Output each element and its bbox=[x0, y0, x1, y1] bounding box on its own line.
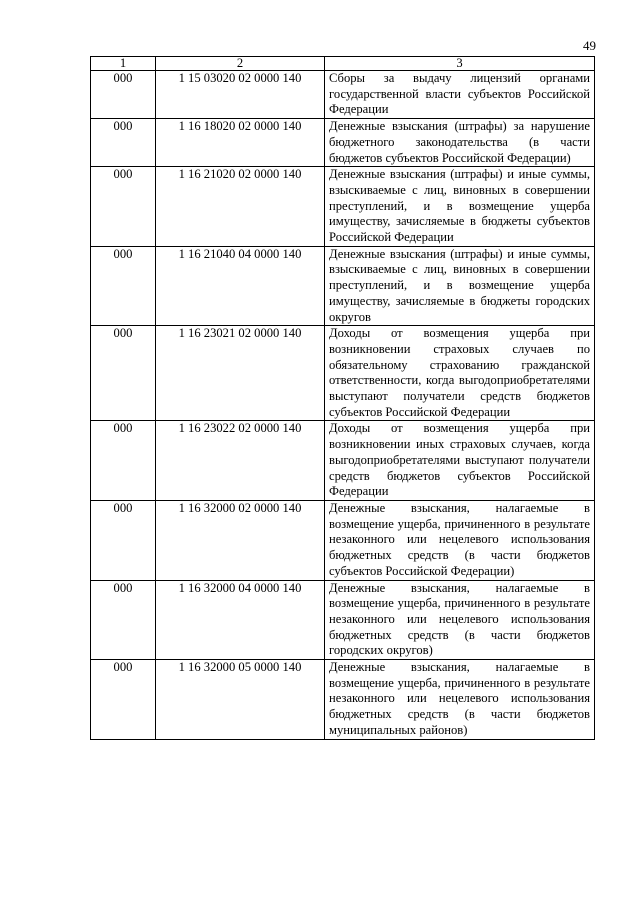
column-header-3: 3 bbox=[325, 57, 595, 71]
description-cell: Денежные взыскания (штрафы) за нарушение бюджетного законодательства (в части бюджетов субъектов Российской Федерации) bbox=[325, 119, 595, 167]
kbk-code-cell: 1 16 23021 02 0000 140 bbox=[156, 326, 325, 421]
table-row bbox=[91, 660, 595, 740]
kbk-code-cell: 1 16 32000 04 0000 140 bbox=[156, 580, 325, 660]
kbk-code-cell: 1 16 32000 05 0000 140 bbox=[156, 660, 325, 740]
admin-code-cell: 000 bbox=[91, 326, 156, 421]
table-row bbox=[91, 119, 595, 167]
description-cell: Денежные взыскания, налагаемые в возмещение ущерба, причиненного в результате незаконного или нецелевого использования бюджетных средств (в части бюджетов субъектов Российской Федерации) bbox=[325, 500, 595, 580]
description-cell: Доходы от возмещения ущерба при возникновении страховых случаев по обязательному страхованию гражданской ответственности, когда выгодоприобретателями выступают получатели средств бюджетов субъектов Российской Федерации bbox=[325, 326, 595, 421]
table-row bbox=[91, 246, 595, 326]
admin-code-cell: 000 bbox=[91, 246, 156, 326]
admin-code-cell: 000 bbox=[91, 500, 156, 580]
admin-code-cell: 000 bbox=[91, 421, 156, 501]
description-cell: Денежные взыскания, налагаемые в возмещение ущерба, причиненного в результате незаконного или нецелевого использования бюджетных средств (в части бюджетов городских округов) bbox=[325, 580, 595, 660]
admin-code-cell: 000 bbox=[91, 119, 156, 167]
admin-code-cell: 000 bbox=[91, 580, 156, 660]
table-row bbox=[91, 326, 595, 421]
admin-code-cell: 000 bbox=[91, 167, 156, 247]
description-cell: Сборы за выдачу лицензий органами государственной власти субъектов Российской Федерации bbox=[325, 71, 595, 119]
table-row bbox=[91, 500, 595, 580]
table-row bbox=[91, 167, 595, 247]
column-header-2: 2 bbox=[156, 57, 325, 71]
description-cell: Доходы от возмещения ущерба при возникновении иных страховых случаев, когда выгодоприобретателями выступают получатели средств бюджетов субъектов Российской Федерации bbox=[325, 421, 595, 501]
column-header-1: 1 bbox=[91, 57, 156, 71]
description-cell: Денежные взыскания (штрафы) и иные суммы, взыскиваемые с лиц, виновных в совершении преступлений, и в возмещение ущерба имуществу, зачисляемые в бюджеты городских округов bbox=[325, 246, 595, 326]
description-cell: Денежные взыскания, налагаемые в возмещение ущерба, причиненного в результате незаконного или нецелевого использования бюджетных средств (в части бюджетов муниципальных районов) bbox=[325, 660, 595, 740]
kbk-code-cell: 1 16 21020 02 0000 140 bbox=[156, 167, 325, 247]
revenue-codes-table bbox=[90, 56, 595, 740]
kbk-code-cell: 1 16 23022 02 0000 140 bbox=[156, 421, 325, 501]
description-cell: Денежные взыскания (штрафы) и иные суммы, взыскиваемые с лиц, виновных в совершении преступлений, и в возмещение ущерба имуществу, зачисляемые в бюджеты субъектов Российской Федерации bbox=[325, 167, 595, 247]
table-row bbox=[91, 580, 595, 660]
page-number: 49 bbox=[583, 38, 596, 53]
kbk-code-cell: 1 16 21040 04 0000 140 bbox=[156, 246, 325, 326]
kbk-code-cell: 1 15 03020 02 0000 140 bbox=[156, 71, 325, 119]
kbk-code-cell: 1 16 32000 02 0000 140 bbox=[156, 500, 325, 580]
kbk-code-cell: 1 16 18020 02 0000 140 bbox=[156, 119, 325, 167]
admin-code-cell: 000 bbox=[91, 660, 156, 740]
admin-code-cell: 000 bbox=[91, 71, 156, 119]
table-header-row bbox=[91, 57, 595, 71]
table-row bbox=[91, 71, 595, 119]
table-row bbox=[91, 421, 595, 501]
